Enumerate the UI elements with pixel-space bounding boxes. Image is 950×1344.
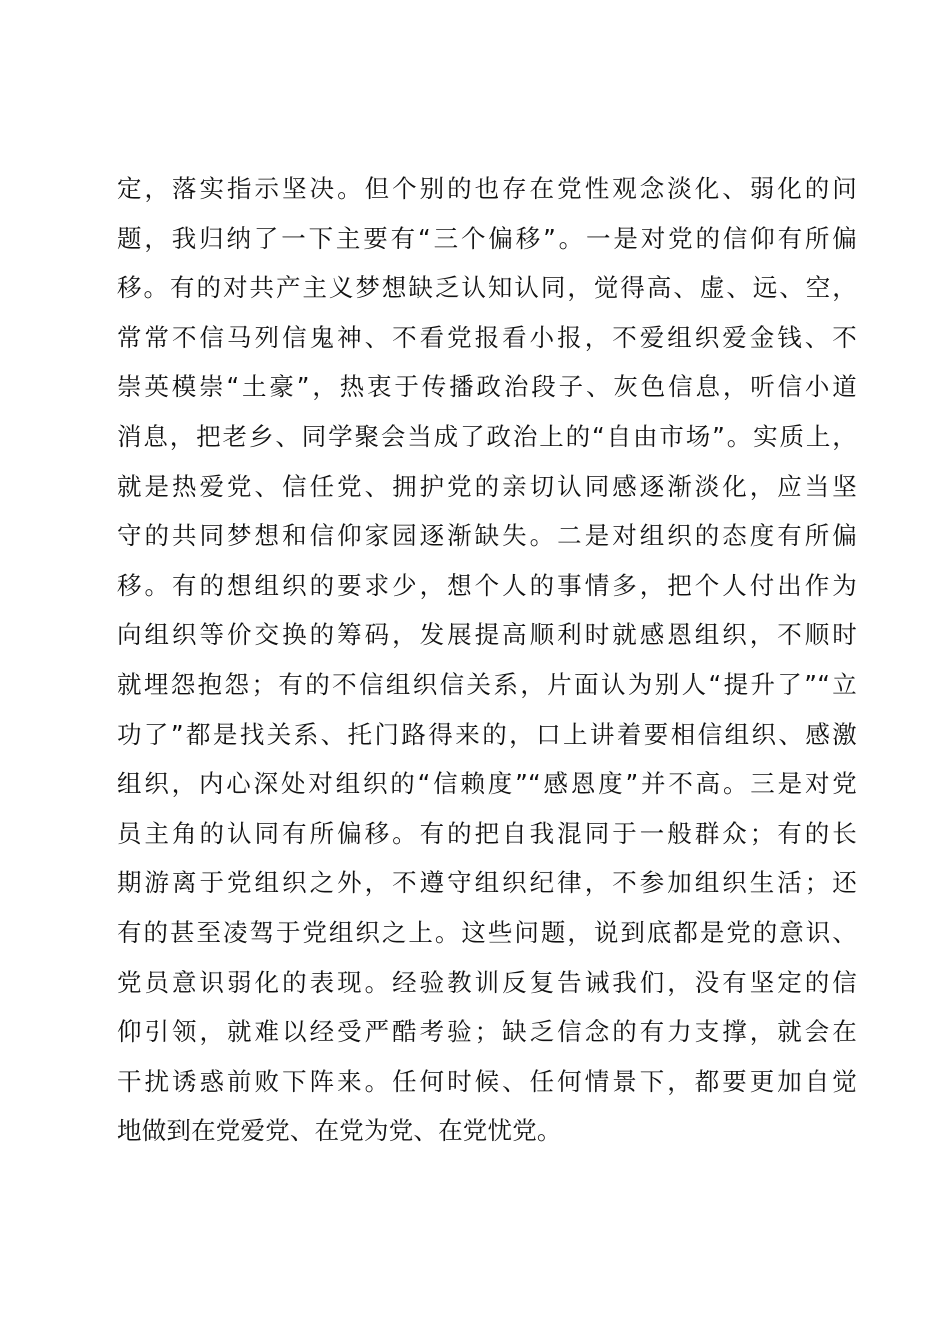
text-line: 移。有的想组织的要求少，想个人的事情多，把个人付出作为 bbox=[117, 570, 857, 600]
text-line-last: 地做到在党爱党、在党为党、在党忧党。 bbox=[117, 1116, 562, 1146]
text-line: 就是热爱党、信任党、拥护党的亲切认同感逐渐淡化，应当坚 bbox=[117, 471, 857, 501]
text-line: 崇英模崇“土豪”，热衷于传播政治段子、灰色信息，听信小道 bbox=[117, 372, 857, 402]
text-line: 组织，内心深处对组织的“信赖度”“感恩度”并不高。三是对党 bbox=[117, 769, 857, 799]
text-line: 功了”都是找关系、托门路得来的，口上讲着要相信组织、感激 bbox=[117, 719, 857, 749]
text-line: 党员意识弱化的表现。经验教训反复告诫我们，没有坚定的信 bbox=[117, 967, 857, 997]
text-line: 员主角的认同有所偏移。有的把自我混同于一般群众；有的长 bbox=[117, 818, 857, 848]
body-paragraph bbox=[117, 164, 857, 1156]
text-line: 移。有的对共产主义梦想缺乏认知认同，觉得高、虚、远、空， bbox=[117, 273, 857, 303]
text-line: 有的甚至凌驾于党组织之上。这些问题，说到底都是党的意识、 bbox=[117, 917, 857, 947]
text-line: 定，落实指示坚决。但个别的也存在党性观念淡化、弱化的问 bbox=[117, 174, 857, 203]
text-line: 干扰诱惑前败下阵来。任何时候、任何情景下，都要更加自觉 bbox=[117, 1066, 857, 1096]
text-line: 消息，把老乡、同学聚会当成了政治上的“自由市场”。实质上， bbox=[117, 421, 857, 451]
text-line: 向组织等价交换的筹码，发展提高顺利时就感恩组织，不顺时 bbox=[117, 620, 857, 650]
text-line: 题，我归纳了一下主要有“三个偏移”。一是对党的信仰有所偏 bbox=[117, 223, 857, 253]
text-line: 期游离于党组织之外，不遵守组织纪律，不参加组织生活；还 bbox=[117, 868, 857, 898]
text-line: 仰引领，就难以经受严酷考验；缺乏信念的有力支撑，就会在 bbox=[117, 1017, 857, 1047]
text-line: 守的共同梦想和信仰家园逐渐缺失。二是对组织的态度有所偏 bbox=[117, 521, 857, 551]
text-line: 就埋怨抱怨；有的不信组织信关系，片面认为别人“提升了”“立 bbox=[117, 669, 857, 699]
text-line: 常常不信马列信鬼神、不看党报看小报，不爱组织爱金钱、不 bbox=[117, 322, 857, 352]
